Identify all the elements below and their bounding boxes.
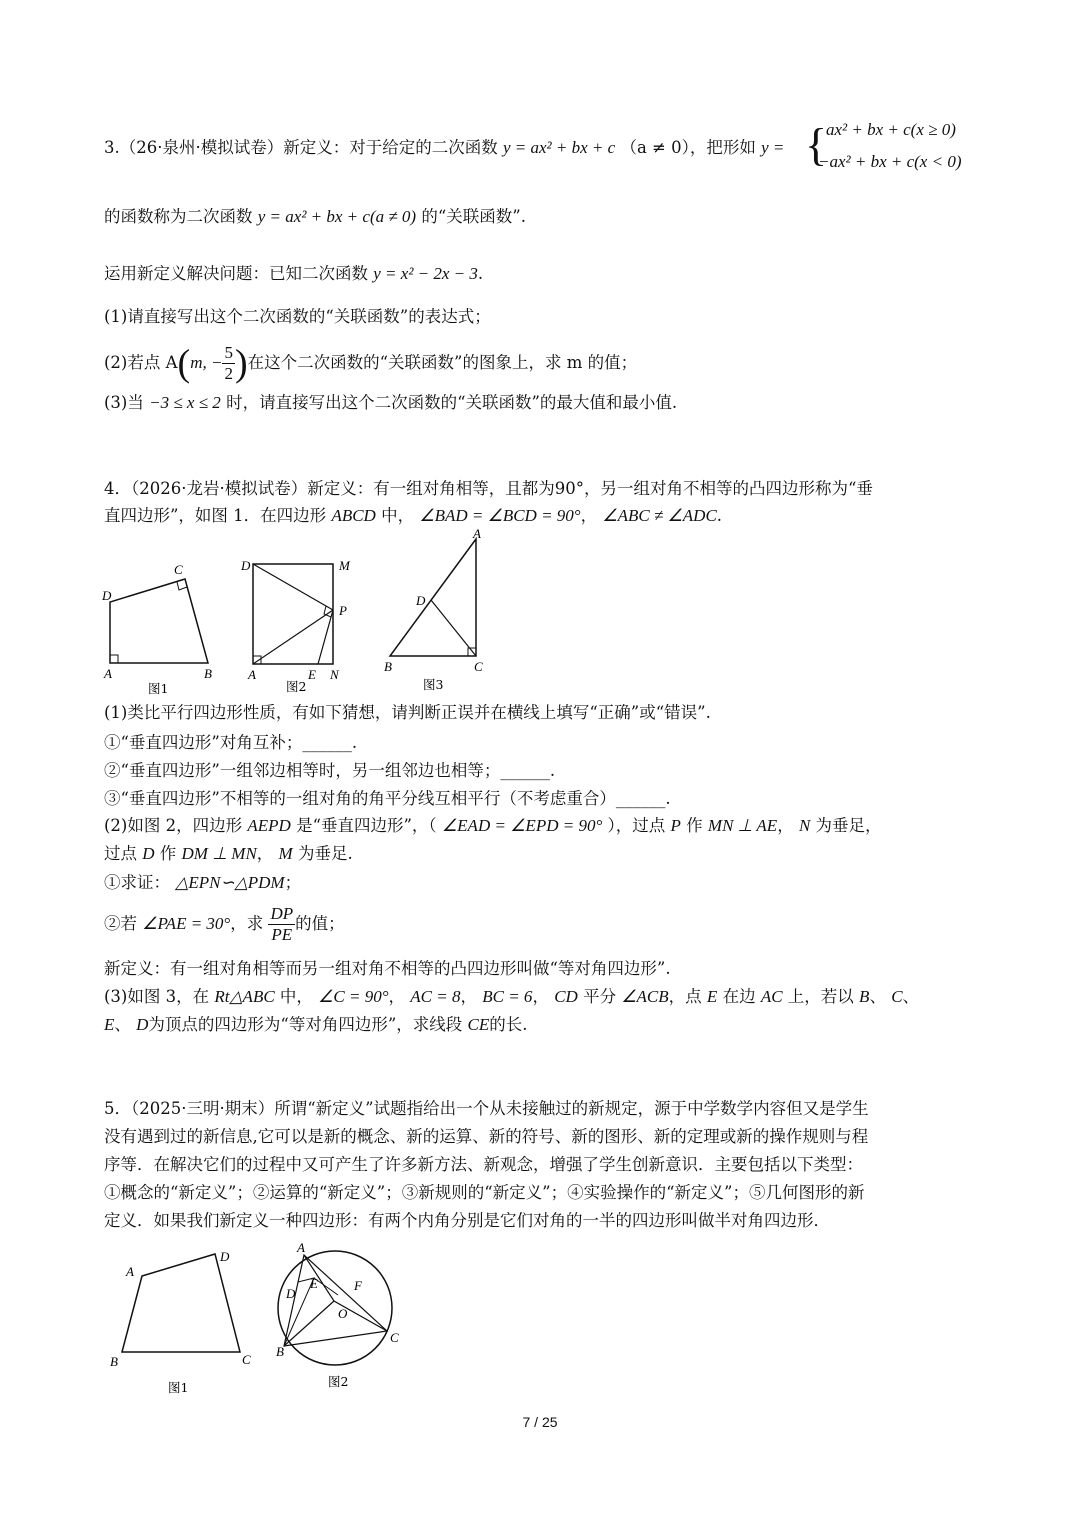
q5-line2: 没有遇到过的新信息,它可以是新的概念、新的运算、新的符号、新的图形、新的定理或新的操作规则与程 xyxy=(104,1127,869,1146)
q4-s2h: MN ⊥ AE xyxy=(707,816,778,835)
q4-fig3-label-d: D xyxy=(416,593,426,608)
q3-p3m: −3 ≤ x ≤ 2 xyxy=(149,393,221,412)
q4-s2l2f: M xyxy=(278,844,293,863)
q3-piece2: −ax² + bx + c(x < 0) xyxy=(818,152,962,171)
q4-s3u: 、 xyxy=(902,987,920,1006)
q5-figure1 xyxy=(100,1240,270,1400)
q4-s2f: P xyxy=(670,816,681,835)
q4-s3d: ∠C = 90° xyxy=(318,987,389,1006)
q5-fig1-label-c: C xyxy=(242,1352,251,1367)
q4-s3-line1 xyxy=(104,986,919,1008)
q3-p2b: 在这个二次函数的“关联函数”的图象上，求 m 的值； xyxy=(247,353,638,372)
q4-s2e: ），过点 xyxy=(607,816,666,835)
q4-s2p1a: ①求证： xyxy=(104,873,170,892)
q3-p2den: 2 xyxy=(224,364,233,383)
q4-s3l2c: D xyxy=(136,1015,149,1034)
q4-s2b: AEPD xyxy=(247,816,291,835)
q3-p2-frac xyxy=(222,343,235,384)
q4-s1b: ②“垂直四边形”一组邻边相等时，另一组邻边也相等；______. xyxy=(104,761,556,780)
q5-fig2-label-d: D xyxy=(286,1286,296,1301)
q5-fig2-caption: 图2 xyxy=(328,1374,349,1389)
q4-s3b: Rt△ABC xyxy=(214,987,275,1006)
q4-s3l2e: CE xyxy=(467,1015,490,1034)
q4-figure2 xyxy=(236,555,356,695)
q4-fig2-label-e: E xyxy=(308,667,316,682)
q4-fig3-label-b: B xyxy=(384,659,392,674)
q4-s3o: 在边 xyxy=(722,987,756,1006)
q4-s3q: 上，若以 xyxy=(787,987,854,1006)
q4-s3i: ， xyxy=(532,987,549,1006)
q3-head: 3.（26·泉州·模拟试卷）新定义：对于给定的二次函数 xyxy=(104,138,498,157)
q4-s3l: ∠ACB xyxy=(621,987,669,1006)
q4-def: 新定义：有一组对角相等而另一组对角不相等的凸四边形叫做“等对角四边形”. xyxy=(104,959,671,978)
q4-s2j: N xyxy=(798,816,811,835)
q4-s1a: ①“垂直四边形”对角互补；______. xyxy=(104,733,358,752)
q5-fig2-label-e: E xyxy=(310,1276,318,1291)
q4-fig2-label-a: A xyxy=(248,667,256,682)
q4-s2a: (2)如图 2，四边形 xyxy=(104,816,243,835)
q4-s2l2e: ， xyxy=(256,844,274,863)
q5-fig2-label-a: A xyxy=(297,1240,305,1255)
q4-fig1-right-angle-a xyxy=(110,655,118,663)
q3-p3b: 时，请直接写出这个二次函数的“关联函数”的最大值和最小值. xyxy=(226,393,678,412)
q5-figure2 xyxy=(272,1240,412,1392)
q4-s2p1b: △EPN∽△PDM xyxy=(175,873,285,892)
q4-fig2-caption: 图2 xyxy=(286,679,307,694)
q3-brace: { xyxy=(805,119,828,170)
q4-s2-line2 xyxy=(104,843,353,865)
q4-fig2-label-m: M xyxy=(339,558,350,573)
q4-s3n: E xyxy=(706,987,718,1006)
q4-l2d: ∠BAD = ∠BCD = 90° xyxy=(419,506,581,525)
q4-l2e: ， xyxy=(580,506,598,525)
q4-figure1 xyxy=(100,560,230,695)
q4-s3l2f: 的长. xyxy=(489,1015,528,1034)
q5-line3: 序等．在解决它们的过程中又可产生了许多新方法、新观念，增强了学生创新意识．主要包括以下类型： xyxy=(104,1155,863,1174)
q3-piece1: ax² + bx + c(x ≥ 0) xyxy=(826,120,956,139)
q4-l2a: 直四边形”，如图 1．在四边形 xyxy=(104,506,327,525)
q4-fig1-caption: 图1 xyxy=(148,681,169,695)
q4-s2p1c: ； xyxy=(284,873,302,892)
q3-p3 xyxy=(104,392,677,414)
q4-s3c: 中， xyxy=(279,987,313,1006)
q4-s1: (1)类比平行四边形性质，有如下猜想，请判断正误并在横线上填写“正确”或“错误”. xyxy=(104,703,711,722)
q4-s3m: ，点 xyxy=(668,987,702,1006)
q5-fig1-label-b: B xyxy=(110,1354,118,1369)
q4-fig1-label-b: B xyxy=(204,666,212,681)
q4-s3s: 、 xyxy=(869,987,886,1006)
q4-l2b: ABCD xyxy=(331,506,376,525)
q4-fig3-triangle xyxy=(390,539,476,656)
q3-p2m: m, − xyxy=(190,353,223,372)
q5-line4: ①概念的“新定义”；②运算的“新定义”；③新规则的“新定义”；④实验操作的“新定义”；⑤几何图形的新 xyxy=(104,1183,865,1202)
q5-fig2-label-o: O xyxy=(338,1306,348,1321)
q4-s2l2b: D xyxy=(142,844,155,863)
q4-s2l2c: 作 xyxy=(159,844,177,863)
q5-fig2-circle xyxy=(278,1251,392,1365)
q4-fig3-caption: 图3 xyxy=(423,677,444,692)
q3-line2a: 的函数称为二次函数 xyxy=(104,207,253,226)
q4-s3l2d: 为顶点的四边形为“等对角四边形”，求线段 xyxy=(148,1015,463,1034)
q4-s3l2b: 、 xyxy=(114,1015,131,1034)
q5-fig1-quad xyxy=(122,1254,240,1352)
q3-use xyxy=(104,263,483,285)
q4-fig2-label-p: P xyxy=(339,603,347,618)
q4-s3h: BC = 6 xyxy=(482,987,533,1006)
q4-fig3-label-c: C xyxy=(474,659,483,674)
q4-line1: 4．（2026·龙岩·模拟试卷）新定义：有一组对角相等，且都为90°，另一组对角不相等的凸四边形称为“垂 xyxy=(104,479,873,498)
q4-l2g: . xyxy=(716,506,723,525)
q4-line2 xyxy=(104,505,722,527)
q5-fig1-label-a: A xyxy=(126,1264,134,1279)
q3-yeq: y = xyxy=(761,138,785,157)
q5-fig1-caption: 图1 xyxy=(168,1380,189,1395)
q4-s3g: ， xyxy=(460,987,477,1006)
q4-l2f: ∠ABC ≠ ∠ADC xyxy=(602,506,717,525)
q5-fig2-label-b: B xyxy=(276,1344,284,1359)
q4-figure3 xyxy=(380,528,500,694)
q4-s2p2c: ，求 xyxy=(230,914,264,933)
q3-p2num: 5 xyxy=(224,343,233,362)
q4-s3j: CD xyxy=(554,987,578,1006)
q4-s2d: ∠EAD = ∠EPD = 90° xyxy=(441,816,603,835)
q4-fig2-ap xyxy=(253,610,333,664)
q3-p2 xyxy=(104,343,637,384)
q4-s2g: 作 xyxy=(686,816,703,835)
q4-s2p2a: ②若 xyxy=(104,914,137,933)
q4-s2-part2 xyxy=(104,902,345,946)
q4-s2l2g: 为垂足. xyxy=(297,844,353,863)
q5-fig2-label-c: C xyxy=(390,1330,399,1345)
q4-s3f: AC = 8 xyxy=(410,987,461,1006)
q5-line1: 5．（2025·三明·期末）所谓“新定义”试题指给出一个从未接触过的新规定，源于中学数学内容但又是学生 xyxy=(104,1099,869,1118)
q4-s3p: AC xyxy=(760,987,783,1006)
q3-func: y = ax² + bx + c xyxy=(502,138,616,157)
q3-p2a: (2)若点 A xyxy=(104,353,178,372)
q3-p3a: (3)当 xyxy=(104,393,144,412)
q4-s3r: B xyxy=(859,987,870,1006)
q4-s2l2a: 过点 xyxy=(104,844,137,863)
q4-s2p2d: 的值； xyxy=(295,914,345,933)
q4-s3a: (3)如图 3，在 xyxy=(104,987,210,1006)
q4-fig1-label-c: C xyxy=(174,562,183,577)
q4-s3l2a: E xyxy=(104,1015,115,1034)
q4-s2p2-frac xyxy=(268,904,295,945)
q4-s3-line2 xyxy=(104,1014,528,1036)
q4-fig1-label-a: A xyxy=(104,666,112,681)
q3-line2 xyxy=(104,206,526,228)
q3-line2b: y = ax² + bx + c(a ≠ 0) xyxy=(257,207,417,226)
q4-s2l2d: DM ⊥ MN xyxy=(181,844,257,863)
q3-usedot: . xyxy=(477,264,484,283)
q4-s2k: 为垂足， xyxy=(815,816,882,835)
q3-p2-lparen: ( xyxy=(177,342,191,385)
q3-p2-rparen: ) xyxy=(234,342,248,385)
q5-fig2-label-f: F xyxy=(354,1278,362,1293)
q4-s2-part1 xyxy=(104,872,301,894)
q3-usefunc: y = x² − 2x − 3 xyxy=(373,264,478,283)
q4-s3k: 平分 xyxy=(583,987,617,1006)
page-number: 7 / 25 xyxy=(522,1414,558,1430)
q4-s2p2den: PE xyxy=(271,925,293,944)
q4-s1c: ③“垂直四边形”不相等的一组对角的角平分线互相平行（不考虑重合）______. xyxy=(104,789,671,808)
q4-s2p2b: ∠PAE = 30° xyxy=(142,914,231,933)
q4-s3e: ， xyxy=(388,987,406,1006)
q3-line1 xyxy=(104,137,784,159)
q3-use-text: 运用新定义解决问题：已知二次函数 xyxy=(104,264,368,283)
q4-fig3-label-a: A xyxy=(473,528,481,541)
q4-l2c: 中， xyxy=(381,506,415,525)
q4-fig2-rect xyxy=(253,564,333,664)
q5-fig1-label-d: D xyxy=(220,1249,230,1264)
q4-s2i: ， xyxy=(777,816,794,835)
q4-s2c: 是“垂直四边形”，（ xyxy=(296,816,437,835)
q4-s2-line1 xyxy=(104,815,882,837)
q4-s3t: C xyxy=(891,987,903,1006)
q4-fig1-label-d: D xyxy=(102,588,112,603)
q4-s2p2num: DP xyxy=(270,904,294,923)
q4-fig2-label-d: D xyxy=(241,558,251,573)
q4-fig2-dp xyxy=(253,564,333,610)
q4-fig1-quad xyxy=(110,579,208,663)
q3-cond: （a ≠ 0），把形如 xyxy=(620,138,756,157)
q3-line2c: 的“关联函数”. xyxy=(421,207,526,226)
q4-fig2-label-n: N xyxy=(330,667,339,682)
q3-p1: (1)请直接写出这个二次函数的“关联函数”的表达式； xyxy=(104,307,491,326)
q5-line5: 定义．如果我们新定义一种四边形：有两个内角分别是它们对角的一半的四边形叫做半对角四边形． xyxy=(104,1211,830,1230)
